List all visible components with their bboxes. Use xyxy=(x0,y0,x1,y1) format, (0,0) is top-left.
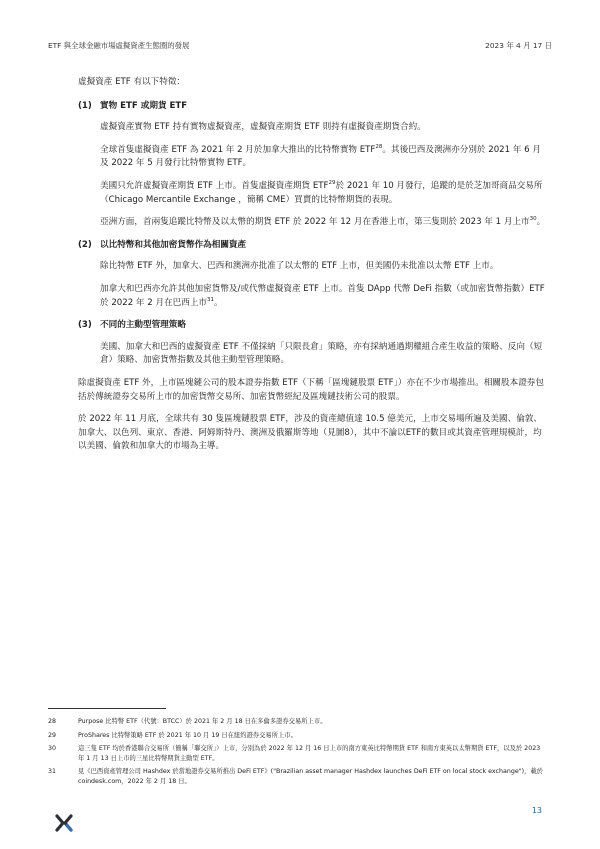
footnote-text: ProShares 比特幣策略 ETF 於 2021 年 10 月 19 日在紐約證券交易所上市。 xyxy=(78,731,297,739)
paragraph: 除比特幣 ETF 外，加拿大、巴西和澳洲亦批准了以太幣的 ETF 上市，但美國仍未批准以太幣 ETF 上市。 xyxy=(100,261,499,272)
paragraph: 美國、加拿大和巴西的虛擬資產 ETF 不僅採納「只限長倉」策略，亦有採納通過期權組合產生收益的策略、反向（短倉）策略、加密貨幣指數及其他主動型管理策略。 xyxy=(100,341,543,366)
body-paragraph: 於 2022 年 11 月底，全球共有 30 隻區塊鏈股票 ETF，涉及的資產總值達 10.5 億美元，上市交易場所遍及美國、倫敦、加拿大、以色列、東京、香港、阿姆斯特丹、澳洲及俄羅斯等地（見圖8），其中不論以ETF的數目或其資產管理規模計，均以美國、倫敦和加拿大的市場為主導。 xyxy=(78,414,543,452)
section-number: (2) xyxy=(78,239,92,250)
paragraph: 美國只允許虛擬資產期貨 ETF 上市。首隻虛擬資產期貨 ETF$^{29}$於 2021 年 10 月發行，追蹤的是於芝加哥商品交易所（Chicago Mercantile Exchange ，簡稱 CME）買賣的比特幣期貨的表現。 xyxy=(100,180,543,205)
paragraph: 加拿大和巴西亦允許其他加密貨幣及/或代幣虛擬資產 ETF 上市。首隻 DApp 代幣 DeFi 指數（或加密貨幣指數）ETF 於 2022 年 2 月在巴西上市$^{31}$。 xyxy=(100,283,545,308)
section-2 xyxy=(78,239,548,310)
footnote-text: 見《巴西資產管理公司 Hashdex 於當地證券交易所推出 DeFi ETF》("Brazilian asset manager Hashdex launches DeFi ETF on local stock exchange")，載於 coindesk.com，2022 年 2 月 18 日。 xyxy=(78,768,543,785)
section-number: (1) xyxy=(78,100,92,111)
footnote-number: 31 xyxy=(48,768,57,776)
footnote-number: 28 xyxy=(48,718,57,725)
header-title: ETF 與全球金融市場虛擬資產生態圈的發展 xyxy=(48,41,190,50)
footnote-text: 這三隻 ETF 均於香港聯合交易所（簡稱「聯交所」）上市，分別為於 2022 年 12 月 16 日上市的南方東英比特幣期貨 ETF 和南方東英以太幣期貨 ETF，以及於 2023 年 1 月 13 日上市的三星比特幣期貨主動型 ETF。 xyxy=(78,745,541,762)
footnote-ref[interactable]: 28 xyxy=(375,143,383,150)
section-heading xyxy=(78,319,548,333)
footnote xyxy=(48,767,548,786)
header-date: 2023 年 4 月 17 日 xyxy=(485,41,552,50)
paragraph: 亞洲方面，首兩隻追蹤比特幣及以太幣的期貨 ETF 於 2022 年 12 月在香港上市，第三隻則於 2023 年 1 月上市$^{30}$。 xyxy=(100,216,546,228)
footnote-ref[interactable]: 30 xyxy=(529,216,537,223)
hkex-logo-icon xyxy=(54,813,74,833)
paragraph: 虛擬資產實物 ETF 持有實物虛擬資產，虛擬資產期貨 ETF 則持有虛擬資產期貨合約。 xyxy=(100,122,426,133)
footnote xyxy=(48,717,548,727)
footnote-number: 29 xyxy=(48,731,57,739)
section-heading xyxy=(78,239,548,253)
section-title: 以比特幣和其他加密貨幣作為相關資產 xyxy=(100,239,247,250)
paragraph: 全球首隻虛擬資產 ETF 為 2021 年 2 月於加拿大推出的比特幣實物 ETF$^{28}$。其後巴西及澳洲亦分別於 2021 年 6 月及 2022 年 5 月發行比特幣實物 ETF。 xyxy=(100,143,541,169)
footnote-divider xyxy=(48,708,166,709)
footnotes xyxy=(48,717,548,791)
body-paragraph: 除虛擬資產 ETF 外，上市區塊鏈公司的股本證券指數 ETF（下稱「區塊鏈股票 ETF」）亦在不少市場推出。相關股本證券包括於傳統證券交易所上市的加密貨幣交易所、加密貨幣經紀及區塊鏈技術公司的股票。 xyxy=(78,377,544,402)
footnote xyxy=(48,731,548,741)
footnote-ref[interactable]: 29 xyxy=(328,180,336,187)
section-heading xyxy=(78,100,548,114)
section-title: 不同的主動型管理策略 xyxy=(100,320,186,331)
footnote-text: Purpose 比特幣 ETF（代號：BTCC）於 2021 年 2 月 18 日在多倫多證券交易所上市。 xyxy=(78,718,327,725)
footnote-ref[interactable]: 31 xyxy=(207,296,215,303)
section-number: (3) xyxy=(78,320,92,331)
footnote-number: 30 xyxy=(48,745,57,753)
intro-text: 虛擬資產 ETF 有以下特徵： xyxy=(78,77,186,87)
page-number: 13 xyxy=(531,806,542,815)
section-1 xyxy=(78,100,548,230)
section-title: 實物 ETF 或期貨 ETF xyxy=(100,100,188,111)
main-content xyxy=(78,76,548,463)
section-3 xyxy=(78,319,548,368)
footnote xyxy=(48,744,548,763)
